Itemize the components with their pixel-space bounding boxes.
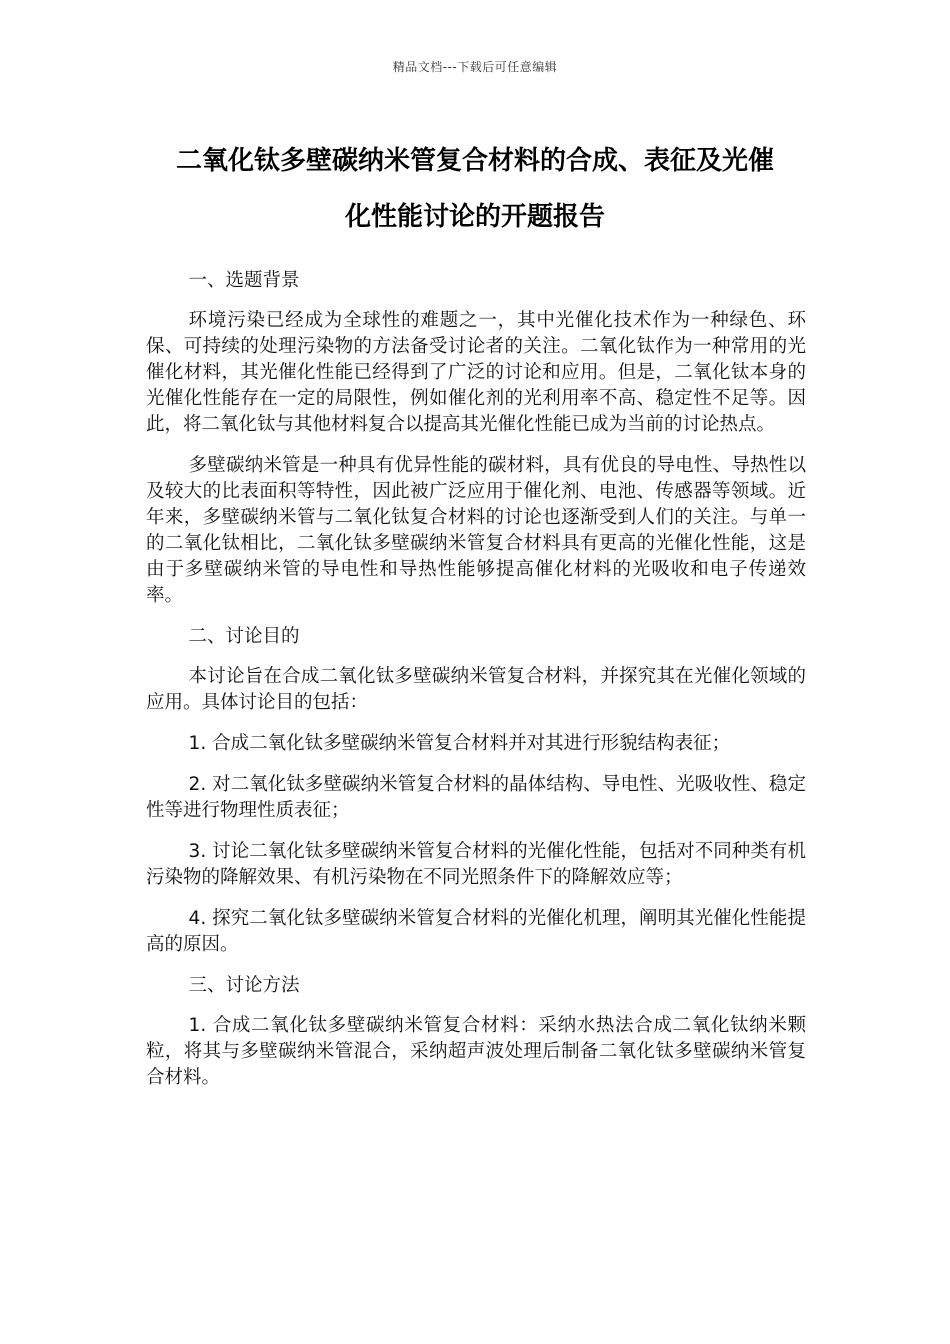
section-heading-methods: 三、讨论方法 bbox=[188, 975, 300, 996]
list-item: 4. 探究二氧化钛多壁碳纳米管复合材料的光催化机理，阐明其光催化性能提高的原因。 bbox=[146, 908, 806, 955]
paragraph: 环境污染已经成为全球性的难题之一，其中光催化技术作为一种绿色、环保、可持续的处理污染物的方法备受讨论者的关注。二氧化钛作为一种常用的光催化材料，其光催化性能已经得到了广泛的讨论和应用。但是，二氧化钛本身的光催化性能存在一定的局限性，例如催化剂的光利用率不高、稳定性不足等。因此，将二氧化钛与其他材料复合以提高其光催化性能已成为当前的讨论热点。 bbox=[146, 310, 806, 435]
section-heading-background: 一、选题背景 bbox=[188, 270, 300, 291]
document-title bbox=[130, 133, 820, 245]
page-header: 精品文档---下载后可任意编辑 bbox=[392, 60, 558, 74]
list-item: 1. 合成二氧化钛多壁碳纳米管复合材料：采纳水热法合成二氧化钛纳米颗粒，将其与多壁碳纳米管混合，采纳超声波处理后制备二氧化钛多壁碳纳米管复合材料。 bbox=[146, 1015, 806, 1088]
section-heading-objectives: 二、讨论目的 bbox=[188, 626, 300, 647]
title-line-2: 化性能讨论的开题报告 bbox=[344, 202, 605, 232]
paragraph: 本讨论旨在合成二氧化钛多壁碳纳米管复合材料，并探究其在光催化领域的应用。具体讨论目的包括： bbox=[146, 666, 806, 713]
list-item: 2. 对二氧化钛多壁碳纳米管复合材料的晶体结构、导电性、光吸收性、稳定性等进行物理性质表征； bbox=[146, 774, 806, 821]
title-line-1: 二氧化钛多壁碳纳米管复合材料的合成、表征及光催 bbox=[175, 146, 774, 176]
list-item: 1. 合成二氧化钛多壁碳纳米管复合材料并对其进行形貌结构表征； bbox=[188, 733, 731, 754]
list-item: 3. 讨论二氧化钛多壁碳纳米管复合材料的光催化性能，包括对不同种类有机污染物的降解效果、有机污染物在不同光照条件下的降解效应等； bbox=[146, 841, 806, 888]
paragraph: 多壁碳纳米管是一种具有优异性能的碳材料，具有优良的导电性、导热性以及较大的比表面积等特性，因此被广泛应用于催化剂、电池、传感器等领域。近年来，多壁碳纳米管与二氧化钛复合材料的讨论也逐渐受到人们的关注。与单一的二氧化钛相比，二氧化钛多壁碳纳米管复合材料具有更高的光催化性能，这是由于多壁碳纳米管的导电性和导热性能够提高催化材料的光吸收和电子传递效率。 bbox=[146, 455, 806, 606]
document-body bbox=[146, 268, 806, 1106]
